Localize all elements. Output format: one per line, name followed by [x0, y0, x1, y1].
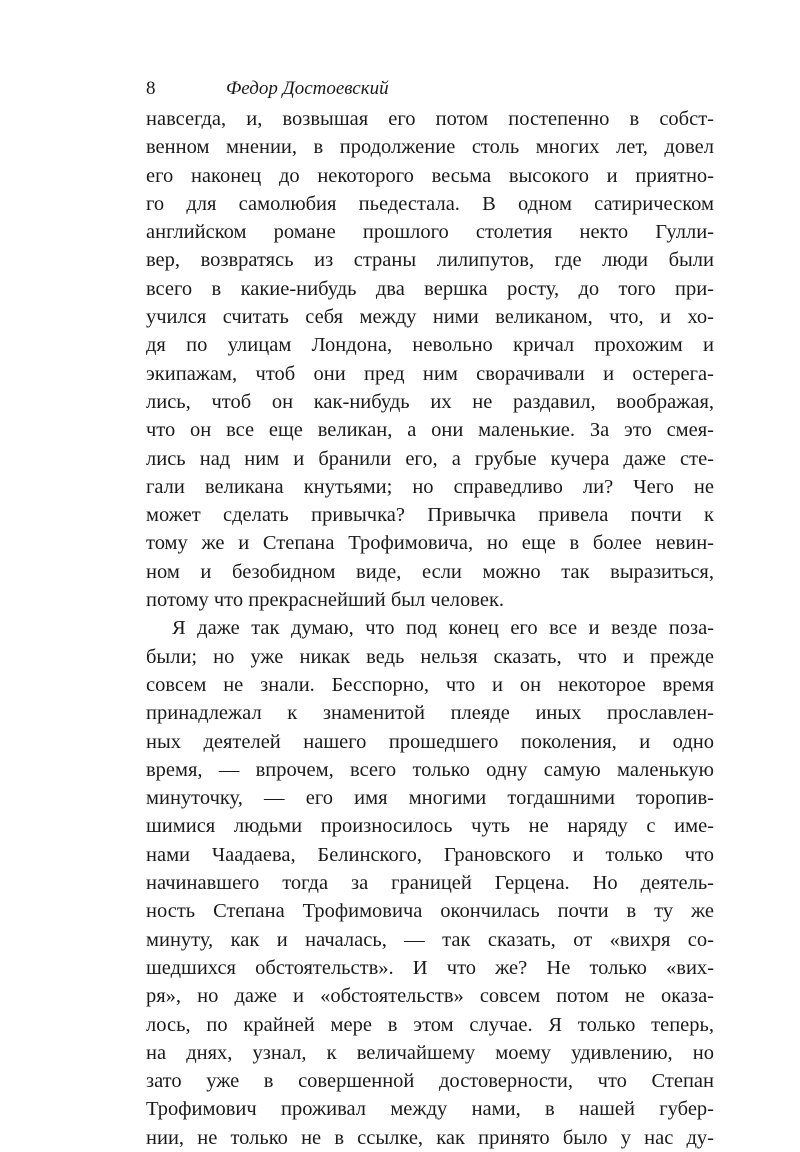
body-text [146, 105, 714, 1152]
text-line: Я даже так думаю, что под конец его все и везде поза- [172, 617, 714, 640]
text-line: нами Чаадаева, Белинского, Грановского и только что [146, 843, 714, 866]
text-line: ных деятелей нашего прошедшего поколения, и одно [146, 730, 714, 753]
text-line: нии, не только не в ссылке, как принято было у нас ду- [146, 1126, 714, 1149]
text-line: минуточку, — его имя многими тогдашними торопив- [146, 787, 714, 810]
text-line: ность Степана Трофимовича окончилась почти в ту же [146, 900, 714, 923]
text-line: венном мнении, в продолжение столь многих лет, довел [146, 136, 714, 159]
text-line: навсегда, и, возвышая его потом постепенно в собст- [146, 108, 714, 130]
text-line: экипажам, чтоб они пред ним сворачивали и остерега- [146, 362, 714, 385]
text-line: всего в какие-нибудь два вершка росту, до того при- [146, 277, 714, 300]
text-line: потому что прекраснейший был человек. [146, 589, 505, 612]
text-line: минуту, как и началась, — так сказать, от «вихря со- [146, 928, 714, 951]
text-line: что он все еще великан, а они маленькие. За это смея- [146, 419, 714, 442]
text-line: го для самолюбия пьедестала. В одном сатирическом [146, 192, 714, 215]
text-line: дя по улицам Лондона, невольно кричал прохожим и [146, 334, 714, 357]
text-line: лись, чтоб он как-нибудь их не раздавил, воображая, [146, 390, 714, 413]
running-head [146, 74, 716, 104]
text-line: лись над ним и бранили его, а грубые кучера даже сте- [146, 447, 714, 470]
paragraph-2 [146, 614, 714, 1152]
text-line: принадлежал к знаменитой плеяде иных прославлен- [146, 702, 714, 725]
text-line: лось, по крайней мере в этом случае. Я только теперь, [146, 1013, 714, 1036]
text-line: учился считать себя между ними великаном, что, и хо- [146, 306, 714, 329]
text-line: ном и безобидном виде, если можно так выразиться, [146, 560, 714, 583]
page-number: 8 [146, 78, 156, 99]
text-line: на днях, узнал, к величайшему моему удивлению, но [146, 1041, 714, 1064]
text-line: были; но уже никак ведь нельзя сказать, что и прежде [146, 645, 714, 668]
text-line: зато уже в совершенной достоверности, что Степан [146, 1070, 714, 1093]
text-line: английском романе прошлого столетия некто Гулли- [146, 221, 714, 244]
text-line: совсем не знали. Бесспорно, что и он некоторое время [146, 673, 714, 696]
running-title: Федор Достоевский [226, 78, 389, 99]
text-line: его наконец до некоторого весьма высокого и приятно- [146, 164, 714, 187]
text-line: начинавшего тогда за границей Герцена. Но деятель- [146, 872, 714, 895]
text-line: тому же и Степана Трофимовича, но еще в более невин- [146, 532, 714, 555]
text-line: шедшихся обстоятельств». И что же? Не только «вих- [146, 956, 714, 979]
text-line: шимися людьми произносилось чуть не наряду с име- [146, 815, 714, 838]
text-line: ря», но даже и «обстоятельств» совсем потом не оказа- [146, 985, 714, 1008]
text-line: гали великана кнутьями; но справедливо ли? Чего не [146, 475, 714, 498]
paragraph-1 [146, 105, 714, 614]
text-line: Трофимович проживал между нами, в нашей губер- [146, 1098, 714, 1121]
text-line: может сделать привычка? Привычка привела почти к [146, 504, 714, 527]
text-line: время, — впрочем, всего только одну самую маленькую [146, 758, 714, 781]
text-line: вер, возвратясь из страны лилипутов, где люди были [146, 249, 714, 272]
